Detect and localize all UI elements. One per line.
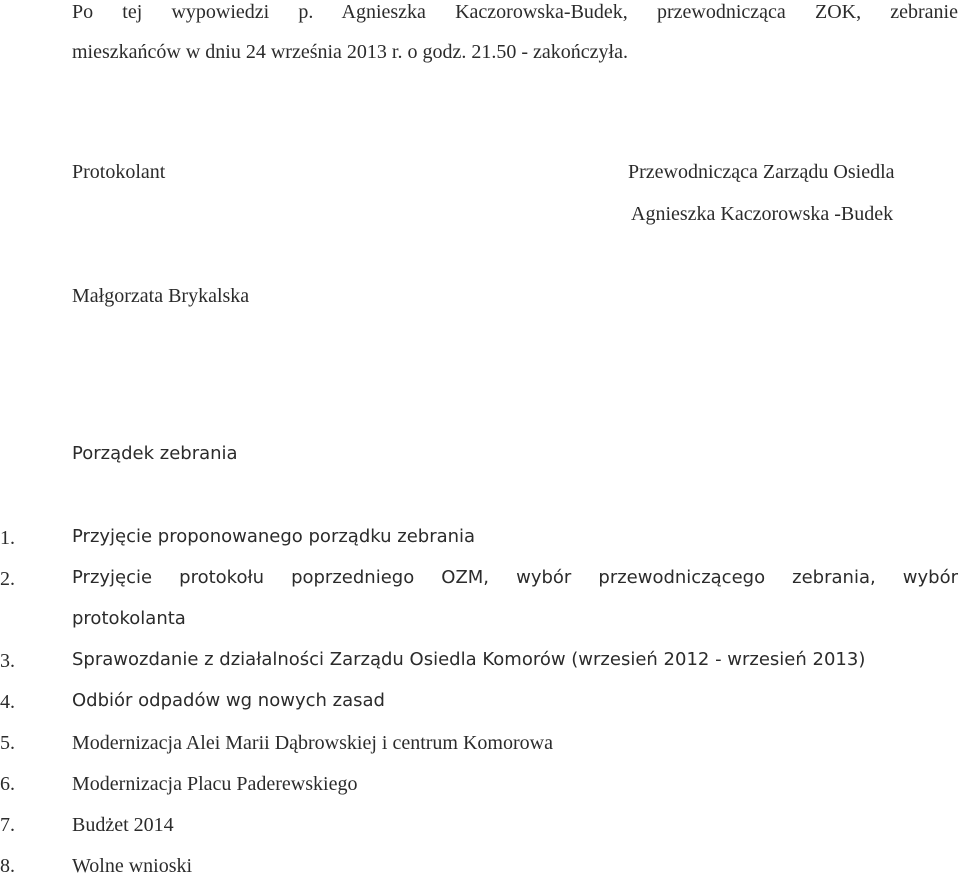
agenda-item-3 <box>0 651 960 677</box>
agenda-item-number: 8. <box>0 855 15 877</box>
agenda-item-number: 2. <box>0 568 15 590</box>
agenda-item-number: 1. <box>0 527 15 549</box>
agenda-item-text: Przyjęcie protokołu poprzedniego OZM, wybór przewodniczącego zebrania, wybór <box>72 567 958 588</box>
agenda-item-7 <box>0 815 960 841</box>
agenda-item-number: 4. <box>0 691 15 713</box>
agenda-item-2 <box>0 569 960 595</box>
agenda-item-number: 3. <box>0 650 15 672</box>
agenda-item-1 <box>0 528 960 554</box>
protocolist-label: Protokolant <box>72 161 166 183</box>
agenda-item-number: 5. <box>0 732 15 754</box>
chairwoman-name: Agnieszka Kaczorowska -Budek <box>631 203 894 225</box>
agenda-item-text: Wolne wnioski <box>72 855 193 877</box>
agenda-item-6 <box>0 774 960 800</box>
closing-paragraph-line-1: Po tej wypowiedzi p. Agnieszka Kaczorowska-Budek, przewodnicząca ZOK, zebranie <box>72 1 958 23</box>
agenda-title: Porządek zebrania <box>72 443 238 464</box>
chairwoman-label: Przewodnicząca Zarządu Osiedla <box>628 161 895 183</box>
agenda-item-text: Modernizacja Placu Paderewskiego <box>72 773 358 795</box>
agenda-item-text: Modernizacja Alei Marii Dąbrowskiej i centrum Komorowa <box>72 732 553 754</box>
protocolist-name: Małgorzata Brykalska <box>72 285 250 307</box>
agenda-item-number: 6. <box>0 773 15 795</box>
agenda-item-text: Sprawozdanie z działalności Zarządu Osiedla Komorów (wrzesień 2012 - wrzesień 2013) <box>72 649 866 670</box>
agenda-item-5 <box>0 733 960 759</box>
agenda-item-text: Odbiór odpadów wg nowych zasad <box>72 690 385 711</box>
agenda-item-text: Przyjęcie proponowanego porządku zebrania <box>72 526 476 547</box>
agenda-item-8 <box>0 856 960 882</box>
agenda-item-2-continuation: protokolanta <box>72 608 186 629</box>
closing-paragraph-line-2: mieszkańców w dniu 24 września 2013 r. o godz. 21.50 - zakończyła. <box>72 41 628 63</box>
agenda-item-4 <box>0 692 960 718</box>
agenda-item-number: 7. <box>0 814 15 836</box>
agenda-item-text: Budżet 2014 <box>72 814 174 836</box>
